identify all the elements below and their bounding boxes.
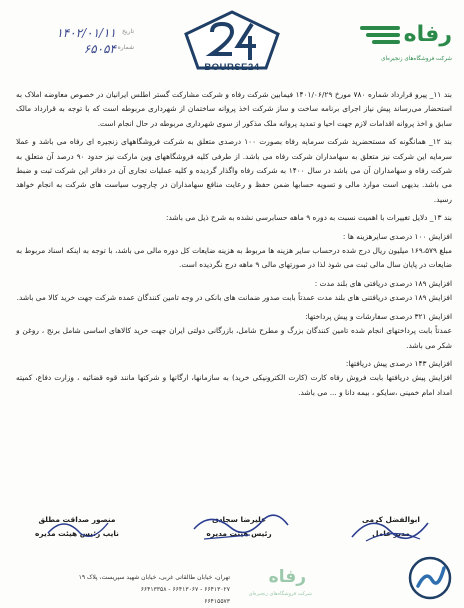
- number-value: ۶۵۰۵۴: [83, 42, 116, 56]
- item-detail: مبلغ ۱۶۹،۵۷۹ میلیون ریال درج شده درحساب سایر هزینه ها مربوط به هزینه ضایعات کل دوره مالی می باشد، با توجه به اینکه اسناد مربوط به ضایعات در پایان سال مالی ثبت می شود لذا در صورتهای مالی ۹ ماهه درج نگردیده است.: [16, 246, 452, 270]
- signatory-title: مدیر عامل: [372, 529, 410, 538]
- date-value: ۱۴۰۲/۰۱/۱۱: [56, 26, 116, 40]
- refah-stripes-icon: [358, 22, 404, 52]
- signatory-name: ابوالفضل کرمی: [362, 515, 420, 524]
- item-heading: افزایش ۱۴۳ درصدی پیش دریافتها:: [345, 358, 452, 368]
- item-heading: افزایش ۱۸۹ درصدی دریافتی های بلند مدت :: [314, 278, 452, 288]
- paragraph-12: بند ۱۲_ همانگونه که مستحضرید شرکت سرمایه رفاه بصورت ۱۰۰ درصدی متعلق به شرکت فروشگاههای زنجیره ای رفاه می باشد و عملا سرمایه این شرکت نیز متعلق به سهامداران شرکت رفاه می باشد. از طرفی کلیه فروشگاههای وین مارکت نیز حدود ۹۰ درصد آن متعلق به شرکت رفاه و سهامداران آن می باشد در سال ۱۴۰۰ به شرکت رفاه واگذار گردیده و کلیه عملیات تجاری آن در دفاتر این شرکت ثبت و ضبط می باشد. بدیهی است موارد مالی و تسویه حسابها ضمن حفظ و رعایت منافع سهامداران در چارچوب سیاست های شرکت به انجام خواهد رسید.: [16, 137, 452, 204]
- signature-chairman: [180, 513, 298, 541]
- company-name: رفاه: [403, 22, 452, 47]
- footer-logo-subtitle: شرکت فروشگاه‌های زنجیره‌ای: [248, 591, 312, 597]
- signature-section: [14, 513, 454, 559]
- signatory-title: نایب رئیس هیئت مدیره: [35, 529, 119, 538]
- address-line: تهران، خیابان طالقانی غربی، خیابان شهید سپریست، پلاک ۱۹: [78, 574, 230, 581]
- footer-address: [12, 572, 230, 608]
- paragraph-11: بند ۱۱_ پیرو قرارداد شماره ۷۸۰ مورخ ۱۴۰۱/۰۶/۲۹ فیمابین شرکت رفاه و شرکت مشارکت گستر اطلس ایرانیان در خصوص معاوضه املاک به استحضار می‌رساند پیش نیاز اجرای برنامه ساخت و ساز شرکت اخذ پروانه ساختمان از شهرداری مربوطه است که با توجه به قرارداد مالک سابق و اخذ پروانه اقدامات لازم جهت احیا و تمدید پروانه ملک مذکور از سوی شهرداری مربوطه در حال انجام است.: [16, 90, 452, 128]
- date-label: تاریخ: [122, 28, 134, 35]
- refah-logo: [340, 18, 452, 74]
- signatory-name: علیرضا سجادی: [211, 515, 267, 524]
- document-meta: [30, 26, 134, 58]
- item-detail: افزایش پیش دریافتها بابت فروش رفاه کارت (کارت الکترونیکی خرید) به سازمانها، ارگانها و شرکتها مانند قوه قضائیه ، وزارت دفاع، کمیته امداد امام خمینی ،سایکو ، بیمه دانا و ... می باشد.: [16, 373, 452, 397]
- signature-ceo: [332, 513, 450, 541]
- signature-vice-chairman: [18, 513, 136, 541]
- watermark-logo-icon: [408, 556, 452, 600]
- paragraph-13: بند ۱۳_ دلایل تغییرات با اهمیت نسبت به دوره ۹ ماهه حسابرسی نشده به شرح ذیل می باشد:: [166, 213, 452, 223]
- footer-logo: [240, 567, 312, 605]
- company-subtitle: شرکت فروشگاه‌های زنجیره‌ای: [381, 56, 452, 62]
- signatory-title: رئیس هیئت مدیره: [206, 529, 272, 538]
- bourse24-wordmark: BOURSE24: [204, 61, 260, 72]
- phone-line: ۶۶۴۱۳۰۲۷ - ۶۶۴۱۳۰۶۷ - ۶۶۴۱۳۳۵۸: [140, 586, 230, 593]
- number-row: [30, 42, 134, 58]
- date-row: [30, 26, 134, 42]
- number-label: شماره: [117, 44, 134, 51]
- item-detail: افزایش ۱۸۹ درصدی دریافتنی های بلند مدت عمدتاً بابت صدور ضمانت های بانکی در وجه تامین کنندگان عمده شرکت جهت خرید کالا می باشد.: [16, 293, 452, 303]
- footer-logo-name: رفاه: [268, 567, 306, 587]
- item-detail: عمدتاً بابت پرداختهای انجام شده تامین کنندگان بزرگ و مطرح شامل، بازرگانی دولتی ایران جهت خرید کالاهای اساسی شامل برنج ، روغن و شکر می باشد.: [16, 326, 452, 350]
- signatory-name: منصور صداقت مطلق: [38, 515, 116, 524]
- item-heading: افزایش ۱۰۰ درصدی سایرهزینه ها :: [342, 231, 452, 241]
- item-heading: افزایش ۳۲۱ درصدی سفارشات و پیش پرداختها:: [305, 311, 452, 321]
- fax-line: ۶۶۴۱۵۵۷۳: [204, 598, 230, 605]
- letter-body: [16, 88, 452, 404]
